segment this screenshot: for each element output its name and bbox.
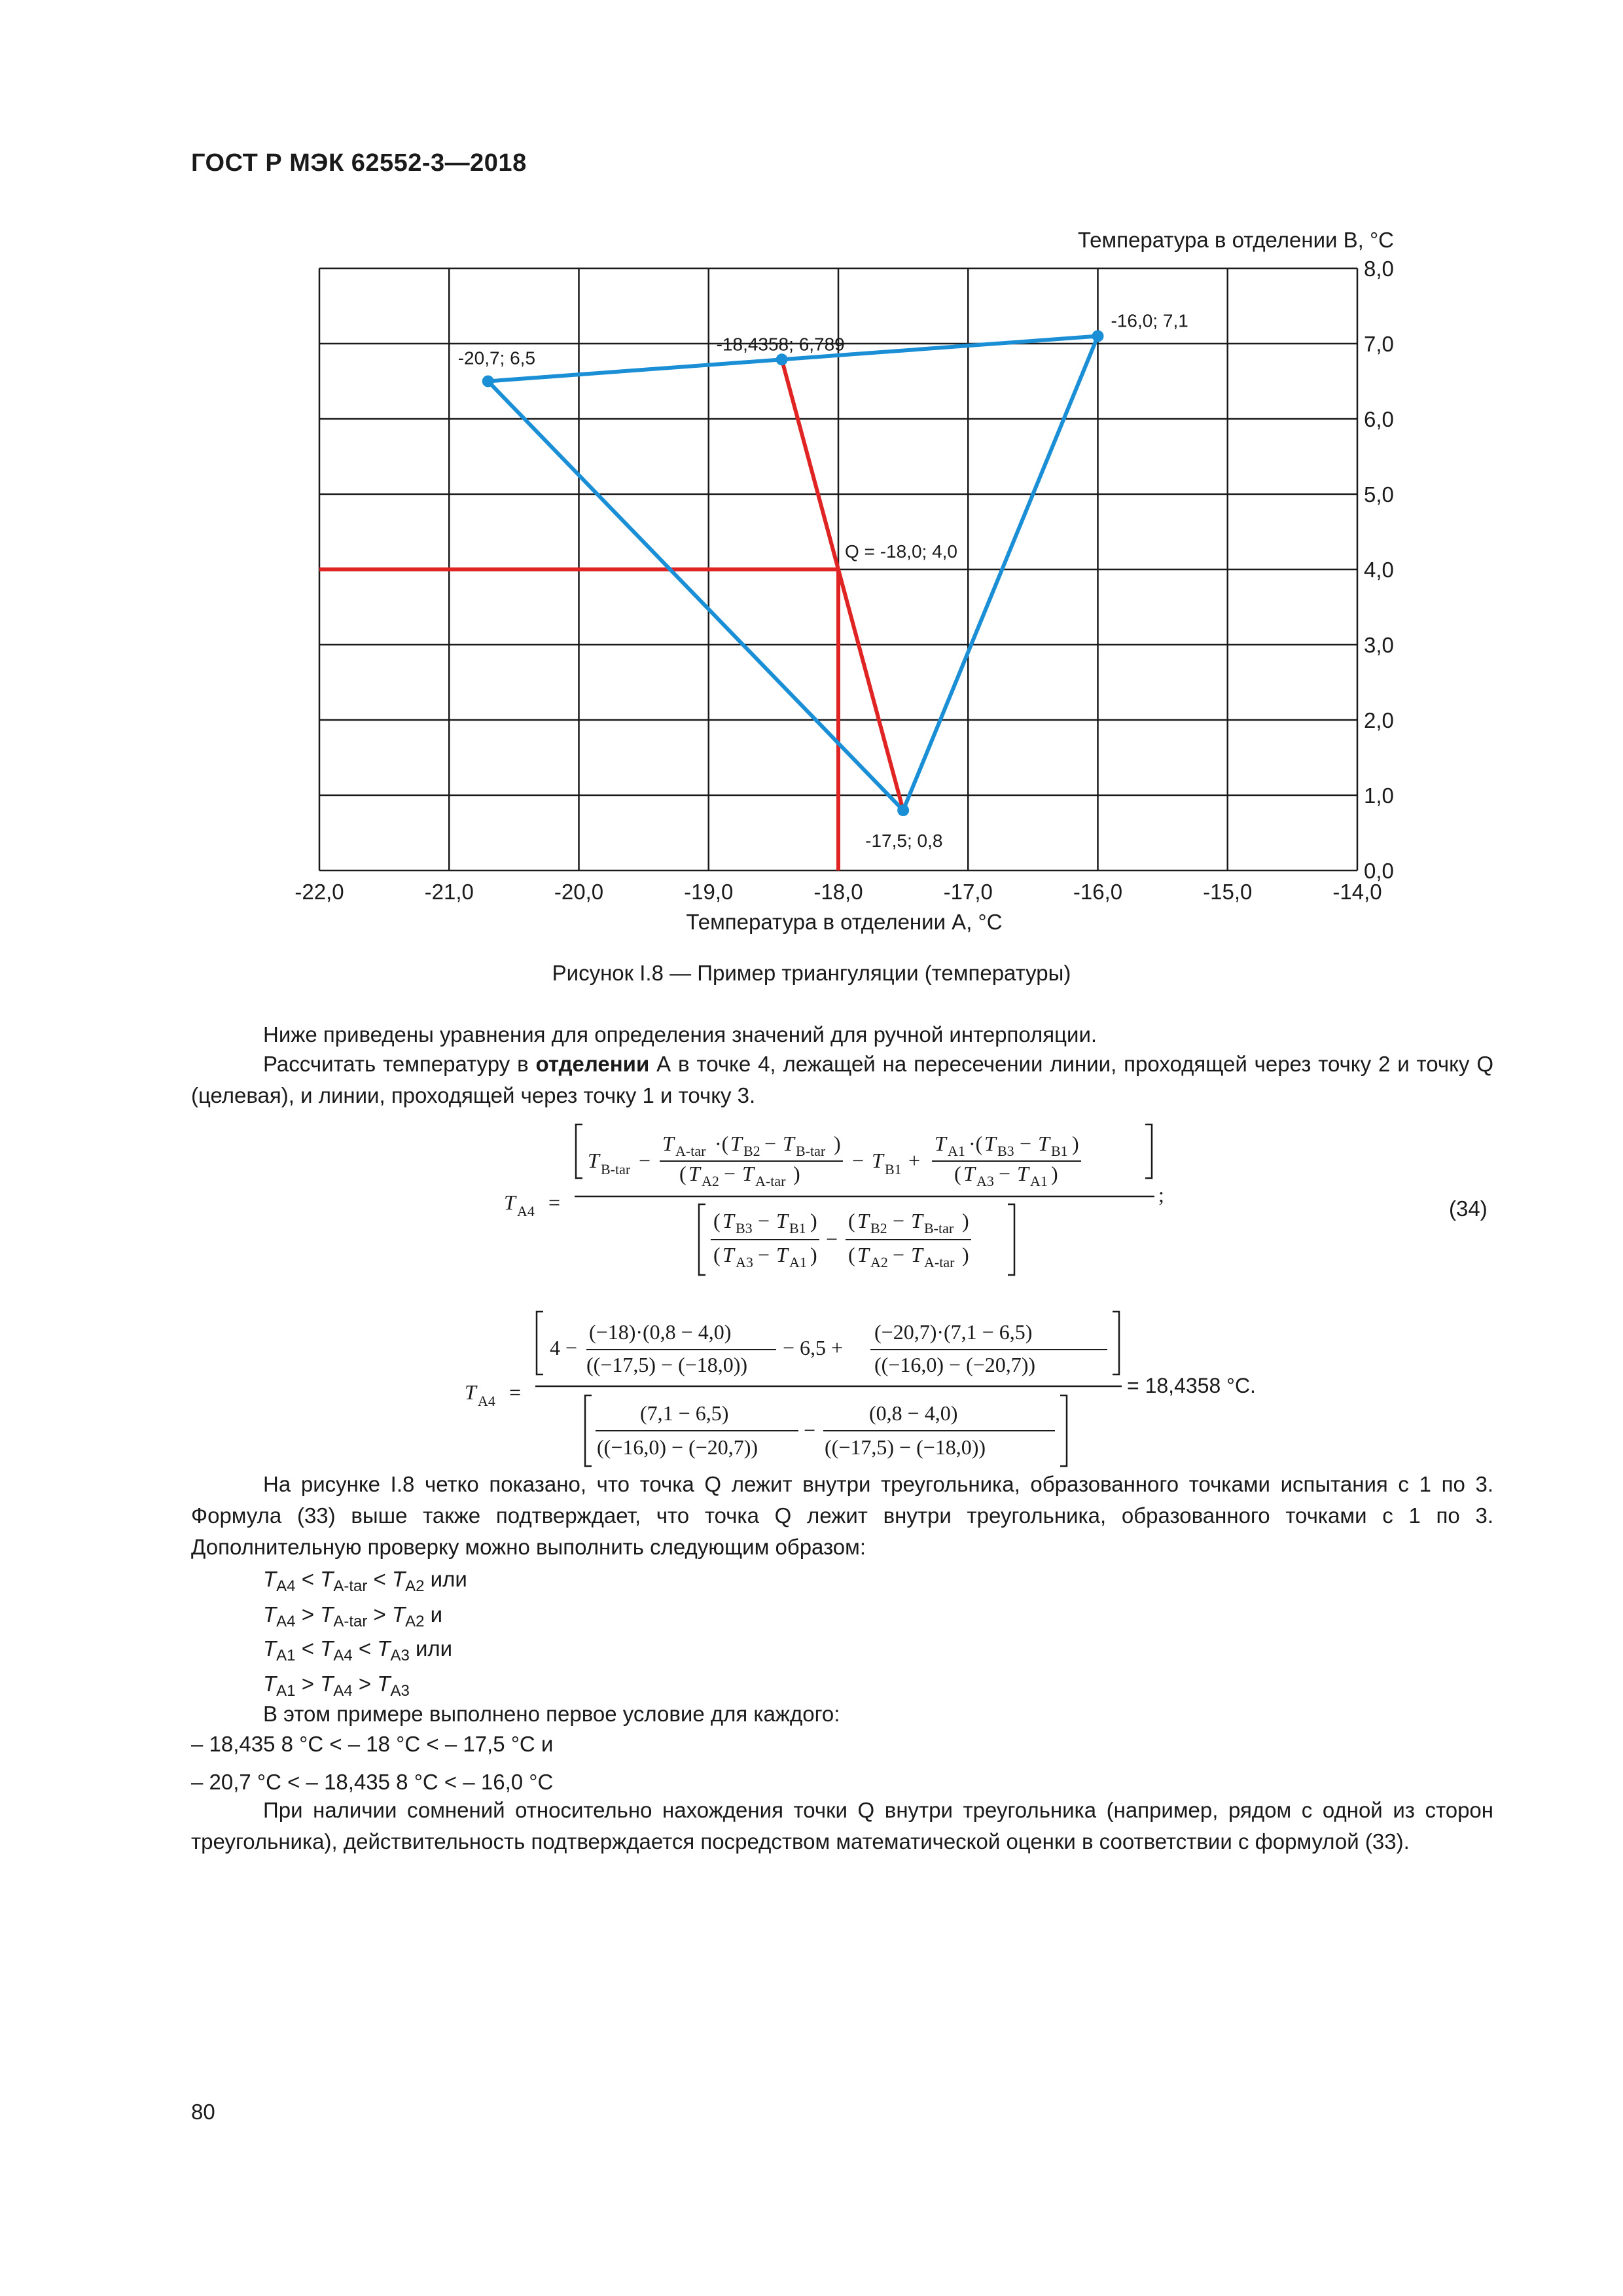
svg-text:B1: B1 bbox=[1051, 1143, 1068, 1159]
inequality-1: – 18,435 8 °C < – 18 °C < – 17,5 °C и bbox=[191, 1732, 554, 1756]
paragraph-explanation-text: На рисунке I.8 четко показано, что точка Q лежит внутри треугольника, образованного точками испытания с 1 по 3. Формула (33) выше также подтверждает, что точка Q лежит внутри треугольника, образованного точками с 1 по 3. Дополнительную проверку можно выполнить следующим образом: bbox=[191, 1472, 1493, 1559]
svg-text:): ) bbox=[834, 1132, 841, 1155]
x-tick-label: -20,0 bbox=[554, 880, 604, 904]
svg-text:B2: B2 bbox=[743, 1143, 760, 1159]
svg-text:T: T bbox=[1017, 1162, 1029, 1185]
y-tick-label: 6,0 bbox=[1364, 407, 1394, 431]
equation-number-34: (34) bbox=[1449, 1196, 1488, 1221]
svg-text:(−18)·(0,8 − 4,0): (−18)·(0,8 − 4,0) bbox=[589, 1320, 732, 1344]
svg-text:4 −: 4 − bbox=[550, 1336, 578, 1359]
condition-4: $T_{A1} > T_{A4} > T_{A3}$ bbox=[263, 1672, 410, 1700]
x-tick-label: -15,0 bbox=[1203, 880, 1253, 904]
svg-text:T: T bbox=[1038, 1132, 1050, 1155]
svg-text:A2: A2 bbox=[702, 1173, 719, 1189]
svg-text:=: = bbox=[548, 1191, 561, 1214]
paragraph-intro bbox=[191, 1018, 1493, 1051]
svg-text:T: T bbox=[857, 1209, 869, 1232]
svg-text:T: T bbox=[872, 1149, 883, 1172]
paragraph-explanation bbox=[191, 1469, 1493, 1563]
condition-3-suffix: или bbox=[415, 1636, 453, 1660]
chart-series bbox=[319, 331, 1104, 871]
svg-text:T: T bbox=[857, 1243, 869, 1266]
svg-text:A3: A3 bbox=[736, 1254, 753, 1270]
svg-text:T: T bbox=[465, 1380, 476, 1404]
svg-text:): ) bbox=[962, 1209, 969, 1232]
y-axis-label: Температура в отделении В, °С bbox=[1077, 228, 1394, 252]
svg-text:(: ( bbox=[679, 1162, 687, 1185]
svg-text:−: − bbox=[999, 1162, 1011, 1185]
svg-text:T: T bbox=[722, 1243, 734, 1266]
svg-text:B3: B3 bbox=[736, 1220, 753, 1236]
svg-text:T: T bbox=[963, 1162, 975, 1185]
svg-text:((−16,0) − (−20,7)): ((−16,0) − (−20,7)) bbox=[597, 1435, 758, 1459]
formula-34-separator: ; bbox=[1158, 1183, 1164, 1206]
y-tick-label: 1,0 bbox=[1364, 783, 1394, 808]
svg-text:−: − bbox=[893, 1243, 905, 1266]
x-tick-label: -18,0 bbox=[813, 880, 863, 904]
svg-text:T: T bbox=[504, 1191, 516, 1214]
svg-text:−: − bbox=[758, 1243, 770, 1266]
svg-text:·(: ·( bbox=[715, 1132, 729, 1155]
svg-text:): ) bbox=[810, 1243, 817, 1266]
svg-text:T: T bbox=[911, 1209, 923, 1232]
svg-text:T: T bbox=[911, 1243, 923, 1266]
svg-text:B1: B1 bbox=[789, 1220, 806, 1236]
svg-text:A1: A1 bbox=[789, 1254, 807, 1270]
svg-text:B-tar: B-tar bbox=[601, 1161, 631, 1177]
svg-text:): ) bbox=[1072, 1132, 1079, 1155]
data-point bbox=[897, 804, 909, 816]
triangulation-chart bbox=[0, 0, 1623, 942]
x-tick-label: -19,0 bbox=[684, 880, 734, 904]
paragraph-task bbox=[191, 1049, 1493, 1111]
document-header: ГОСТ Р МЭК 62552-3—2018 bbox=[191, 149, 527, 177]
y-tick-label: 2,0 bbox=[1364, 708, 1394, 732]
paragraph-doubts bbox=[191, 1795, 1493, 1857]
point-label: -17,5; 0,8 bbox=[865, 831, 943, 851]
svg-text:B3: B3 bbox=[997, 1143, 1014, 1159]
point-label: -18,4358; 6,789 bbox=[716, 334, 845, 355]
figure-caption: Рисунок I.8 — Пример триангуляции (температуры) bbox=[552, 961, 1071, 985]
svg-text:((−16,0) − (−20,7)): ((−16,0) − (−20,7)) bbox=[874, 1353, 1036, 1376]
formula-numeric-result: = 18,4358 °C. bbox=[1127, 1374, 1256, 1397]
paragraph-doubts-text: При наличии сомнений относительно нахождения точки Q внутри треугольника (например, рядом с одной из сторон треугольника), действительность подтверждается посредством математической оценки в соответствии с формулой (33). bbox=[191, 1798, 1493, 1854]
svg-text:A4: A4 bbox=[517, 1203, 535, 1219]
y-tick-label: 3,0 bbox=[1364, 633, 1394, 657]
svg-text:T: T bbox=[662, 1132, 674, 1155]
svg-text:+: + bbox=[908, 1149, 921, 1172]
svg-text:B2: B2 bbox=[870, 1220, 887, 1236]
svg-text:B1: B1 bbox=[885, 1161, 902, 1177]
svg-text:T: T bbox=[722, 1209, 734, 1232]
svg-text:): ) bbox=[962, 1243, 969, 1266]
svg-text:(: ( bbox=[954, 1162, 961, 1185]
svg-text:A-tar: A-tar bbox=[755, 1173, 786, 1189]
svg-text:(−20,7)·(7,1 − 6,5): (−20,7)·(7,1 − 6,5) bbox=[874, 1320, 1033, 1344]
svg-text:T: T bbox=[776, 1209, 788, 1232]
data-point bbox=[482, 376, 494, 387]
svg-text:(: ( bbox=[848, 1209, 855, 1232]
svg-text:((−17,5) − (−18,0)): ((−17,5) − (−18,0)) bbox=[825, 1435, 986, 1459]
svg-text:T: T bbox=[588, 1149, 599, 1172]
svg-text:): ) bbox=[793, 1162, 800, 1185]
paragraph-task-text-a: Рассчитать температуру в bbox=[263, 1052, 536, 1076]
point-label: -20,7; 6,5 bbox=[457, 348, 536, 368]
data-point bbox=[776, 353, 788, 365]
y-tick-label: 8,0 bbox=[1364, 257, 1394, 281]
x-tick-label: -22,0 bbox=[294, 880, 344, 904]
page-number: 80 bbox=[191, 2100, 215, 2124]
chart-point-labels bbox=[458, 311, 1188, 852]
svg-text:T: T bbox=[783, 1132, 794, 1155]
y-tick-label: 0,0 bbox=[1364, 859, 1394, 883]
svg-text:−: − bbox=[764, 1132, 777, 1155]
svg-text:A2: A2 bbox=[870, 1254, 888, 1270]
svg-text:T: T bbox=[688, 1162, 700, 1185]
paragraph-first-condition: В этом примере выполнено первое условие для каждого: bbox=[263, 1702, 840, 1726]
svg-text:A1: A1 bbox=[948, 1143, 965, 1159]
formula-numeric bbox=[458, 1302, 1309, 1473]
x-tick-label: -17,0 bbox=[943, 880, 993, 904]
data-point bbox=[1092, 331, 1104, 342]
svg-text:T: T bbox=[776, 1243, 788, 1266]
formula-34 bbox=[484, 1113, 1204, 1283]
svg-text:T: T bbox=[742, 1162, 754, 1185]
svg-text:T: T bbox=[935, 1132, 946, 1155]
paragraph-intro-text: Ниже приведены уравнения для определения значений для ручной интерполяции. bbox=[263, 1022, 1097, 1047]
svg-text:−: − bbox=[639, 1149, 651, 1172]
svg-text:T: T bbox=[984, 1132, 996, 1155]
svg-text:−: − bbox=[804, 1418, 816, 1442]
svg-text:A-tar: A-tar bbox=[924, 1254, 955, 1270]
y-tick-label: 5,0 bbox=[1364, 482, 1394, 507]
x-axis-label: Температура в отделении А, °С bbox=[686, 910, 1003, 934]
svg-text:): ) bbox=[1051, 1162, 1058, 1185]
condition-1-suffix: или bbox=[430, 1567, 467, 1591]
inequality-2: – 20,7 °C < – 18,435 8 °C < – 16,0 °C bbox=[191, 1770, 554, 1794]
svg-text:T: T bbox=[730, 1132, 742, 1155]
svg-text:=: = bbox=[509, 1380, 522, 1404]
point-label: -16,0; 7,1 bbox=[1111, 310, 1188, 331]
x-tick-label: -16,0 bbox=[1073, 880, 1123, 904]
y-tick-label: 4,0 bbox=[1364, 558, 1394, 582]
svg-text:−: − bbox=[826, 1227, 838, 1251]
svg-text:B-tar: B-tar bbox=[924, 1220, 954, 1236]
svg-text:A-tar: A-tar bbox=[675, 1143, 706, 1159]
svg-text:−: − bbox=[1020, 1132, 1032, 1155]
condition-2: $T_{A4} > T_{A-tar} > T_{A2}$ и bbox=[263, 1602, 443, 1630]
svg-text:A4: A4 bbox=[478, 1393, 495, 1409]
x-tick-label: -21,0 bbox=[424, 880, 474, 904]
interpolation-line bbox=[782, 359, 904, 810]
svg-text:A1: A1 bbox=[1030, 1173, 1048, 1189]
svg-text:A3: A3 bbox=[976, 1173, 994, 1189]
condition-2-suffix: и bbox=[430, 1602, 443, 1626]
svg-text:·(: ·( bbox=[969, 1132, 983, 1155]
target-label: Q = -18,0; 4,0 bbox=[845, 541, 957, 562]
svg-text:(0,8 − 4,0): (0,8 − 4,0) bbox=[869, 1401, 958, 1425]
svg-text:− 6,5 +: − 6,5 + bbox=[783, 1336, 844, 1359]
condition-1: $T_{A4} < T_{A-tar} < T_{A2}$ или bbox=[263, 1567, 467, 1595]
svg-text:(: ( bbox=[713, 1209, 721, 1232]
svg-text:−: − bbox=[852, 1149, 865, 1172]
paragraph-task-text-b: А в точке 4, лежащей на пересечении линии, проходящей через точку 2 и точку Q (целевая), и линии, проходящей через точку 1 и точку 3. bbox=[191, 1052, 1493, 1107]
x-tick-label: -14,0 bbox=[1332, 880, 1382, 904]
condition-3: $T_{A1} < T_{A4} < T_{A3}$ или bbox=[263, 1636, 453, 1664]
paragraph-task-bold: отделении bbox=[535, 1052, 650, 1076]
svg-text:B-tar: B-tar bbox=[796, 1143, 826, 1159]
y-tick-label: 7,0 bbox=[1364, 332, 1394, 356]
svg-text:−: − bbox=[893, 1209, 905, 1232]
svg-text:−: − bbox=[758, 1209, 770, 1232]
svg-text:): ) bbox=[810, 1209, 817, 1232]
svg-text:(: ( bbox=[848, 1243, 855, 1266]
svg-text:((−17,5) − (−18,0)): ((−17,5) − (−18,0)) bbox=[586, 1353, 748, 1376]
svg-text:(: ( bbox=[713, 1243, 721, 1266]
svg-text:−: − bbox=[724, 1162, 736, 1185]
svg-text:(7,1 − 6,5): (7,1 − 6,5) bbox=[640, 1401, 729, 1425]
